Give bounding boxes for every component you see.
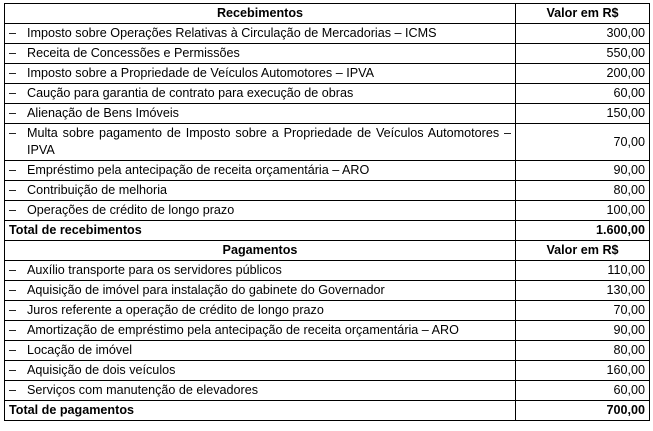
receipts-header-row bbox=[5, 4, 650, 24]
receipts-item-cell bbox=[5, 181, 516, 201]
receipts-item-cell bbox=[5, 84, 516, 104]
item-label: Receita de Concessões e Permissões bbox=[27, 46, 240, 60]
item-label: Contribuição de melhoria bbox=[27, 183, 168, 197]
payments-item-line bbox=[5, 282, 515, 299]
receipts-item-line bbox=[5, 182, 515, 199]
item-dash: – bbox=[9, 183, 17, 197]
payments-row bbox=[5, 301, 650, 321]
receipts-item-cell bbox=[5, 201, 516, 221]
receipts-row bbox=[5, 104, 650, 124]
payments-item-cell bbox=[5, 261, 516, 281]
item-value: 60,00 bbox=[516, 381, 650, 401]
payments-item-line bbox=[5, 362, 515, 379]
item-dash: – bbox=[9, 26, 17, 40]
receipts-item-line bbox=[5, 125, 515, 159]
item-dash: – bbox=[9, 163, 17, 177]
item-value: 70,00 bbox=[516, 301, 650, 321]
item-label: Operações de crédito de longo prazo bbox=[27, 203, 235, 217]
item-value: 90,00 bbox=[516, 161, 650, 181]
receipts-item-cell bbox=[5, 124, 516, 161]
item-label: Empréstimo pela antecipação de receita orçamentária – ARO bbox=[27, 163, 370, 177]
receipts-item-line bbox=[5, 25, 515, 42]
receipts-item-line bbox=[5, 202, 515, 219]
item-dash: – bbox=[9, 203, 17, 217]
receipts-item-cell bbox=[5, 161, 516, 181]
item-dash: – bbox=[9, 126, 17, 140]
payments-row bbox=[5, 341, 650, 361]
item-label: Locação de imóvel bbox=[27, 343, 133, 357]
financial-table-body bbox=[5, 4, 650, 421]
item-value: 80,00 bbox=[516, 341, 650, 361]
payments-row bbox=[5, 361, 650, 381]
financial-table bbox=[4, 3, 650, 421]
item-dash: – bbox=[9, 303, 17, 317]
payments-item-cell bbox=[5, 281, 516, 301]
item-dash: – bbox=[9, 106, 17, 120]
payments-item-line bbox=[5, 342, 515, 359]
payments-item-line bbox=[5, 302, 515, 319]
receipts-row bbox=[5, 24, 650, 44]
payments-item-cell bbox=[5, 361, 516, 381]
item-label: Aquisição de imóvel para instalação do gabinete do Governador bbox=[27, 283, 385, 297]
payments-item-cell bbox=[5, 381, 516, 401]
payments-item-line bbox=[5, 262, 515, 279]
payments-item-cell bbox=[5, 301, 516, 321]
item-dash: – bbox=[9, 283, 17, 297]
item-value: 150,00 bbox=[516, 104, 650, 124]
payments-value-header: Valor em R$ bbox=[516, 241, 650, 261]
receipts-item-line bbox=[5, 45, 515, 62]
payments-item-line bbox=[5, 322, 515, 339]
receipts-item-cell bbox=[5, 104, 516, 124]
item-dash: – bbox=[9, 363, 17, 377]
item-dash: – bbox=[9, 343, 17, 357]
receipts-total-label: Total de recebimentos bbox=[5, 221, 516, 241]
item-label: Multa sobre pagamento de Imposto sobre a Propriedade de Veículos Automotores – IPVA bbox=[27, 126, 511, 157]
item-dash: – bbox=[9, 263, 17, 277]
payments-row bbox=[5, 261, 650, 281]
receipts-row bbox=[5, 84, 650, 104]
item-label: Amortização de empréstimo pela antecipação de receita orçamentária – ARO bbox=[27, 323, 459, 337]
item-dash: – bbox=[9, 66, 17, 80]
payments-total-label: Total de pagamentos bbox=[5, 401, 516, 421]
item-dash: – bbox=[9, 383, 17, 397]
item-label: Alienação de Bens Imóveis bbox=[27, 106, 179, 120]
payments-header: Pagamentos bbox=[5, 241, 516, 261]
item-value: 160,00 bbox=[516, 361, 650, 381]
receipts-row bbox=[5, 161, 650, 181]
receipts-item-cell bbox=[5, 64, 516, 84]
receipts-row bbox=[5, 124, 650, 161]
item-value: 200,00 bbox=[516, 64, 650, 84]
item-label: Caução para garantia de contrato para execução de obras bbox=[27, 86, 354, 100]
item-value: 130,00 bbox=[516, 281, 650, 301]
receipts-total-value: 1.600,00 bbox=[516, 221, 650, 241]
payments-row bbox=[5, 381, 650, 401]
item-dash: – bbox=[9, 323, 17, 337]
item-value: 70,00 bbox=[516, 124, 650, 161]
payments-header-row bbox=[5, 241, 650, 261]
payments-row bbox=[5, 281, 650, 301]
receipts-row bbox=[5, 201, 650, 221]
payments-item-line bbox=[5, 382, 515, 399]
receipts-item-cell bbox=[5, 44, 516, 64]
item-value: 300,00 bbox=[516, 24, 650, 44]
item-value: 110,00 bbox=[516, 261, 650, 281]
receipts-item-line bbox=[5, 85, 515, 102]
payments-row bbox=[5, 321, 650, 341]
item-label: Imposto sobre a Propriedade de Veículos Automotores – IPVA bbox=[27, 66, 374, 80]
item-value: 60,00 bbox=[516, 84, 650, 104]
item-value: 80,00 bbox=[516, 181, 650, 201]
item-value: 550,00 bbox=[516, 44, 650, 64]
item-label: Serviços com manutenção de elevadores bbox=[27, 383, 259, 397]
receipts-header: Recebimentos bbox=[5, 4, 516, 24]
receipts-total-row bbox=[5, 221, 650, 241]
item-dash: – bbox=[9, 46, 17, 60]
receipts-row bbox=[5, 44, 650, 64]
item-value: 90,00 bbox=[516, 321, 650, 341]
item-label: Imposto sobre Operações Relativas à Circulação de Mercadorias – ICMS bbox=[27, 26, 437, 40]
receipts-item-line bbox=[5, 162, 515, 179]
receipts-row bbox=[5, 64, 650, 84]
payments-total-value: 700,00 bbox=[516, 401, 650, 421]
item-label: Auxílio transporte para os servidores públicos bbox=[27, 263, 282, 277]
item-dash: – bbox=[9, 86, 17, 100]
receipts-value-header: Valor em R$ bbox=[516, 4, 650, 24]
receipts-item-line bbox=[5, 65, 515, 82]
receipts-item-cell bbox=[5, 24, 516, 44]
receipts-item-line bbox=[5, 105, 515, 122]
receipts-row bbox=[5, 181, 650, 201]
payments-item-cell bbox=[5, 341, 516, 361]
item-value: 100,00 bbox=[516, 201, 650, 221]
item-label: Aquisição de dois veículos bbox=[27, 363, 176, 377]
item-label: Juros referente a operação de crédito de longo prazo bbox=[27, 303, 324, 317]
payments-item-cell bbox=[5, 321, 516, 341]
payments-total-row bbox=[5, 401, 650, 421]
